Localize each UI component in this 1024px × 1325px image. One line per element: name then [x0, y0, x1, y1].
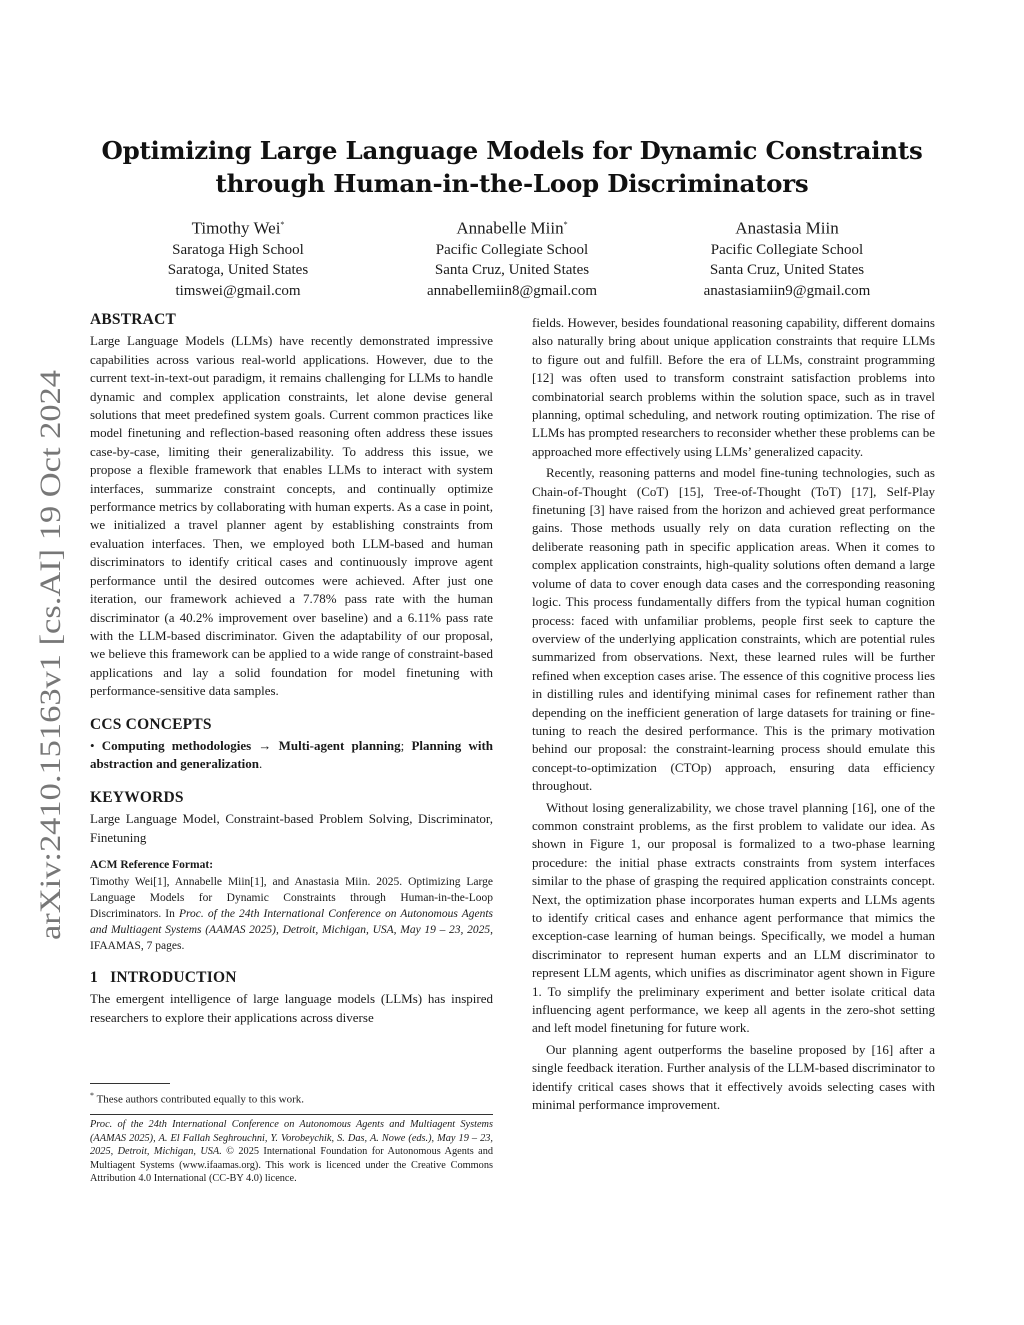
license-proceedings: Proc. of the 24th International Conference on Autonomous Agents and Multiagent Systems (AAMAS 2025), A. El Fallah Seghrouchni, Y. Vorobeychik, S. Das, A. Nowe (eds.), May 19 – 23, 2025, Detroit, Michigan, USA.	[90, 1119, 493, 1158]
footnote-mark: *	[90, 1091, 94, 1100]
intro-paragraph: Recently, reasoning patterns and model fine-tuning technologies, such as Chain-of-Thought (CoT) [15], Tree-of-Thought (ToT) [17], Self-Play finetuning [3] have raised from the horizon and achieved great performance gains. Those methods usually rely on data curation reflecting on the deliberate reasoning path in specific application areas. When it comes to complex application constraints, high-quality solutions often demand a large volume of data to cover enough data cases and the corresponding reasoning logic. This process fundamentally differs from the typical human cognition process: faced with unfamiliar problems, people first seek to capture the overview of the underlying application constraints, which are potential rules summarized from observations. Next, these learned rules will be further refined when exception cases arise. The essence of this cognitive process lies in distilling rules and identifying minimal cases for refinement rather than depending on the inefficient generation of large datasets for training or fine-tuning to reach the desired performance. This is the primary motivation behind our proposal: the constraint-learning process should emulate this concept-to-optimization (CTOp) approach, ensuring data efficiency throughout.	[532, 465, 935, 794]
author-block-3	[657, 214, 917, 301]
intro-paragraph: fields. However, besides foundational reasoning capability, different domains also naturally bring about unique application constraints that require LLMs to figure out and fulfill. Before the era of LLMs, constraint programming [12] was often used to transform constraint satisfaction problems into combinatorial search problems within the solution space, such as in travel planning, optimal scheduling, and network routing optimization. The rise of LLMs has prompted researchers to reconsider whether these problems can be approached more effectively using LLMs’ generalized capacity.	[532, 315, 935, 459]
ccs-end: .	[259, 756, 263, 772]
intro-heading: 1 INTRODUCTION	[90, 968, 237, 986]
author-location: Saratoga, United States	[167, 262, 309, 279]
keywords-heading: KEYWORDS	[90, 788, 184, 806]
ccs-term: Planning with abstraction and generalization	[90, 737, 494, 772]
acm-ref-publisher: , IFAAMAS, 7 pages.	[90, 923, 493, 952]
author-email[interactable]: timswei@gmail.com	[175, 282, 301, 299]
ccs-concepts	[90, 737, 493, 774]
title-line-2: through Human-in-the-Loop Discriminators	[215, 169, 809, 198]
author-location: Santa Cruz, United States	[709, 262, 865, 279]
abstract-heading: ABSTRACT	[90, 311, 177, 328]
title-line-1: Optimizing Large Language Models for Dynamic Constraints	[101, 136, 923, 165]
footnote	[90, 1088, 493, 1108]
acm-reference-text	[90, 874, 493, 954]
author-name: Anastasia Miin	[735, 218, 839, 238]
author-name: Annabelle Miin	[456, 218, 564, 238]
license-copyright: © 2025 International Foundation for Autonomous Agents and Multiagent Systems (www.ifaamas.org). This work is licenced under the Creative Commons Attribution 4.0 International (CC-BY 4.0) licence.	[90, 1146, 493, 1185]
author-affiliation: Pacific Collegiate School	[710, 241, 864, 258]
ccs-term: Multi-agent planning	[278, 737, 401, 753]
ccs-bullet: •	[90, 737, 95, 753]
keywords-text: Large Language Model, Constraint-based Problem Solving, Discriminator, Finetuning	[90, 811, 493, 845]
intro-paragraph: Without losing generalizability, we chose travel planning [16], one of the common constraint problems, as the first problem to validate our idea. As shown in Figure 1, our proposal is formalized to a two-phase learning procedure: the initial phase extracts constraints from system interfaces similar to the phase of grasping the required application constraints concept. Next, the optimization phase incorporates human experts and LLMs agents to identify critical cases and enhance agent performance that mimics the exception-case learning of human beings. Specifically, we model a human discriminator to represent human experts and an LLM discriminator to represent LLM agents, which unifies as discriminator agent shown in Figure 1. To simplify the preliminary experiment and better isolate critical data influencing agent performance, we keep all agents in the zero-shot setting and left model finetuning for future work.	[532, 799, 935, 1036]
arxiv-identifier: arXiv:2410.15163v1 [cs.AI] 19 Oct 2024	[34, 443, 67, 940]
ccs-heading: CCS CONCEPTS	[90, 715, 212, 733]
author-name: Timothy Wei	[191, 218, 281, 238]
footnote-rule	[90, 1083, 170, 1084]
author-affiliation: Pacific Collegiate School	[435, 241, 589, 258]
right-column	[532, 314, 935, 1114]
intro-paragraph: Our planning agent outperforms the baseline proposed by [16] after a single feedback iteration. Further analysis of the LLM-based discriminator to identify critical cases shows that it effectively avoids selecting cases with minimal performance improvement.	[532, 1041, 935, 1113]
ccs-arrow: →	[258, 737, 272, 753]
footnote-text: These authors contributed equally to this work.	[96, 1093, 304, 1106]
abstract-text: Large Language Models (LLMs) have recently demonstrated impressive capabilities across various real-world applications. However, due to the current text-in-text-out paradigm, it remains challenging for LLMs to handle dynamic and complex application constraints, let alone devise general solutions that meet predefined system goals. Current common practices like model finetuning and reflection-based reasoning often address these issues case-by-case, limiting their generalizability. To address this issue, we propose a flexible framework that enables LLMs to interact with system interfaces, summarize constraint concepts, and continually optimize performance metrics by collaborating with human experts. As a case in point, we initialized a travel planner agent by establishing constraints from evaluation interfaces. Then, we employed both LLM-based and human discriminators to identify critical cases and continuously improve agent performance until the desired outcomes were achieved. After just one iteration, our framework achieved a 7.78% pass rate with the human discriminator (a 40.2% improvement over baseline) and a 6.11% pass rate with the LLM-based discriminator. Given the adaptability of our proposal, we believe this framework can be applied to a wide range of constraint-based applications and lay a solid foundation for model finetuning with performance-sensitive data samples.	[90, 333, 493, 699]
author-block-1	[108, 214, 368, 301]
ccs-term: Computing methodologies	[101, 737, 252, 753]
left-column	[90, 311, 493, 1027]
author-affiliation: Saratoga High School	[172, 241, 304, 258]
equal-contribution-mark: *	[563, 220, 568, 229]
author-block-2	[382, 214, 642, 301]
equal-contribution-mark: *	[280, 220, 285, 229]
author-email[interactable]: anastasiamiin9@gmail.com	[703, 282, 871, 299]
author-email[interactable]: annabellemiin8@gmail.com	[426, 282, 598, 299]
ccs-separator: ;	[400, 737, 405, 753]
intro-text-left: The emergent intelligence of large language models (LLMs) has inspired researchers to explore their applications across diverse	[90, 991, 493, 1025]
paper-title	[60, 134, 964, 200]
arxiv-stamp	[26, 368, 72, 940]
acm-ref-authors: Timothy Wei[1], Annabelle Miin[1], and Anastasia Miin. 2025. Optimizing Large Language Models for Dynamic Constraints through Human-in-the-Loop Discriminators. In	[90, 875, 493, 920]
author-location: Santa Cruz, United States	[434, 262, 590, 279]
acm-reference-heading	[90, 857, 493, 873]
license-notice	[90, 1118, 493, 1186]
license-rule	[90, 1114, 493, 1115]
acm-reference-label: ACM Reference Format:	[90, 858, 214, 871]
acm-ref-venue: Proc. of the 24th International Conference on Autonomous Agents and Multiagent Systems (AAMAS 2025), Detroit, Michigan, USA, May 19 – 23, 2025	[90, 907, 493, 936]
